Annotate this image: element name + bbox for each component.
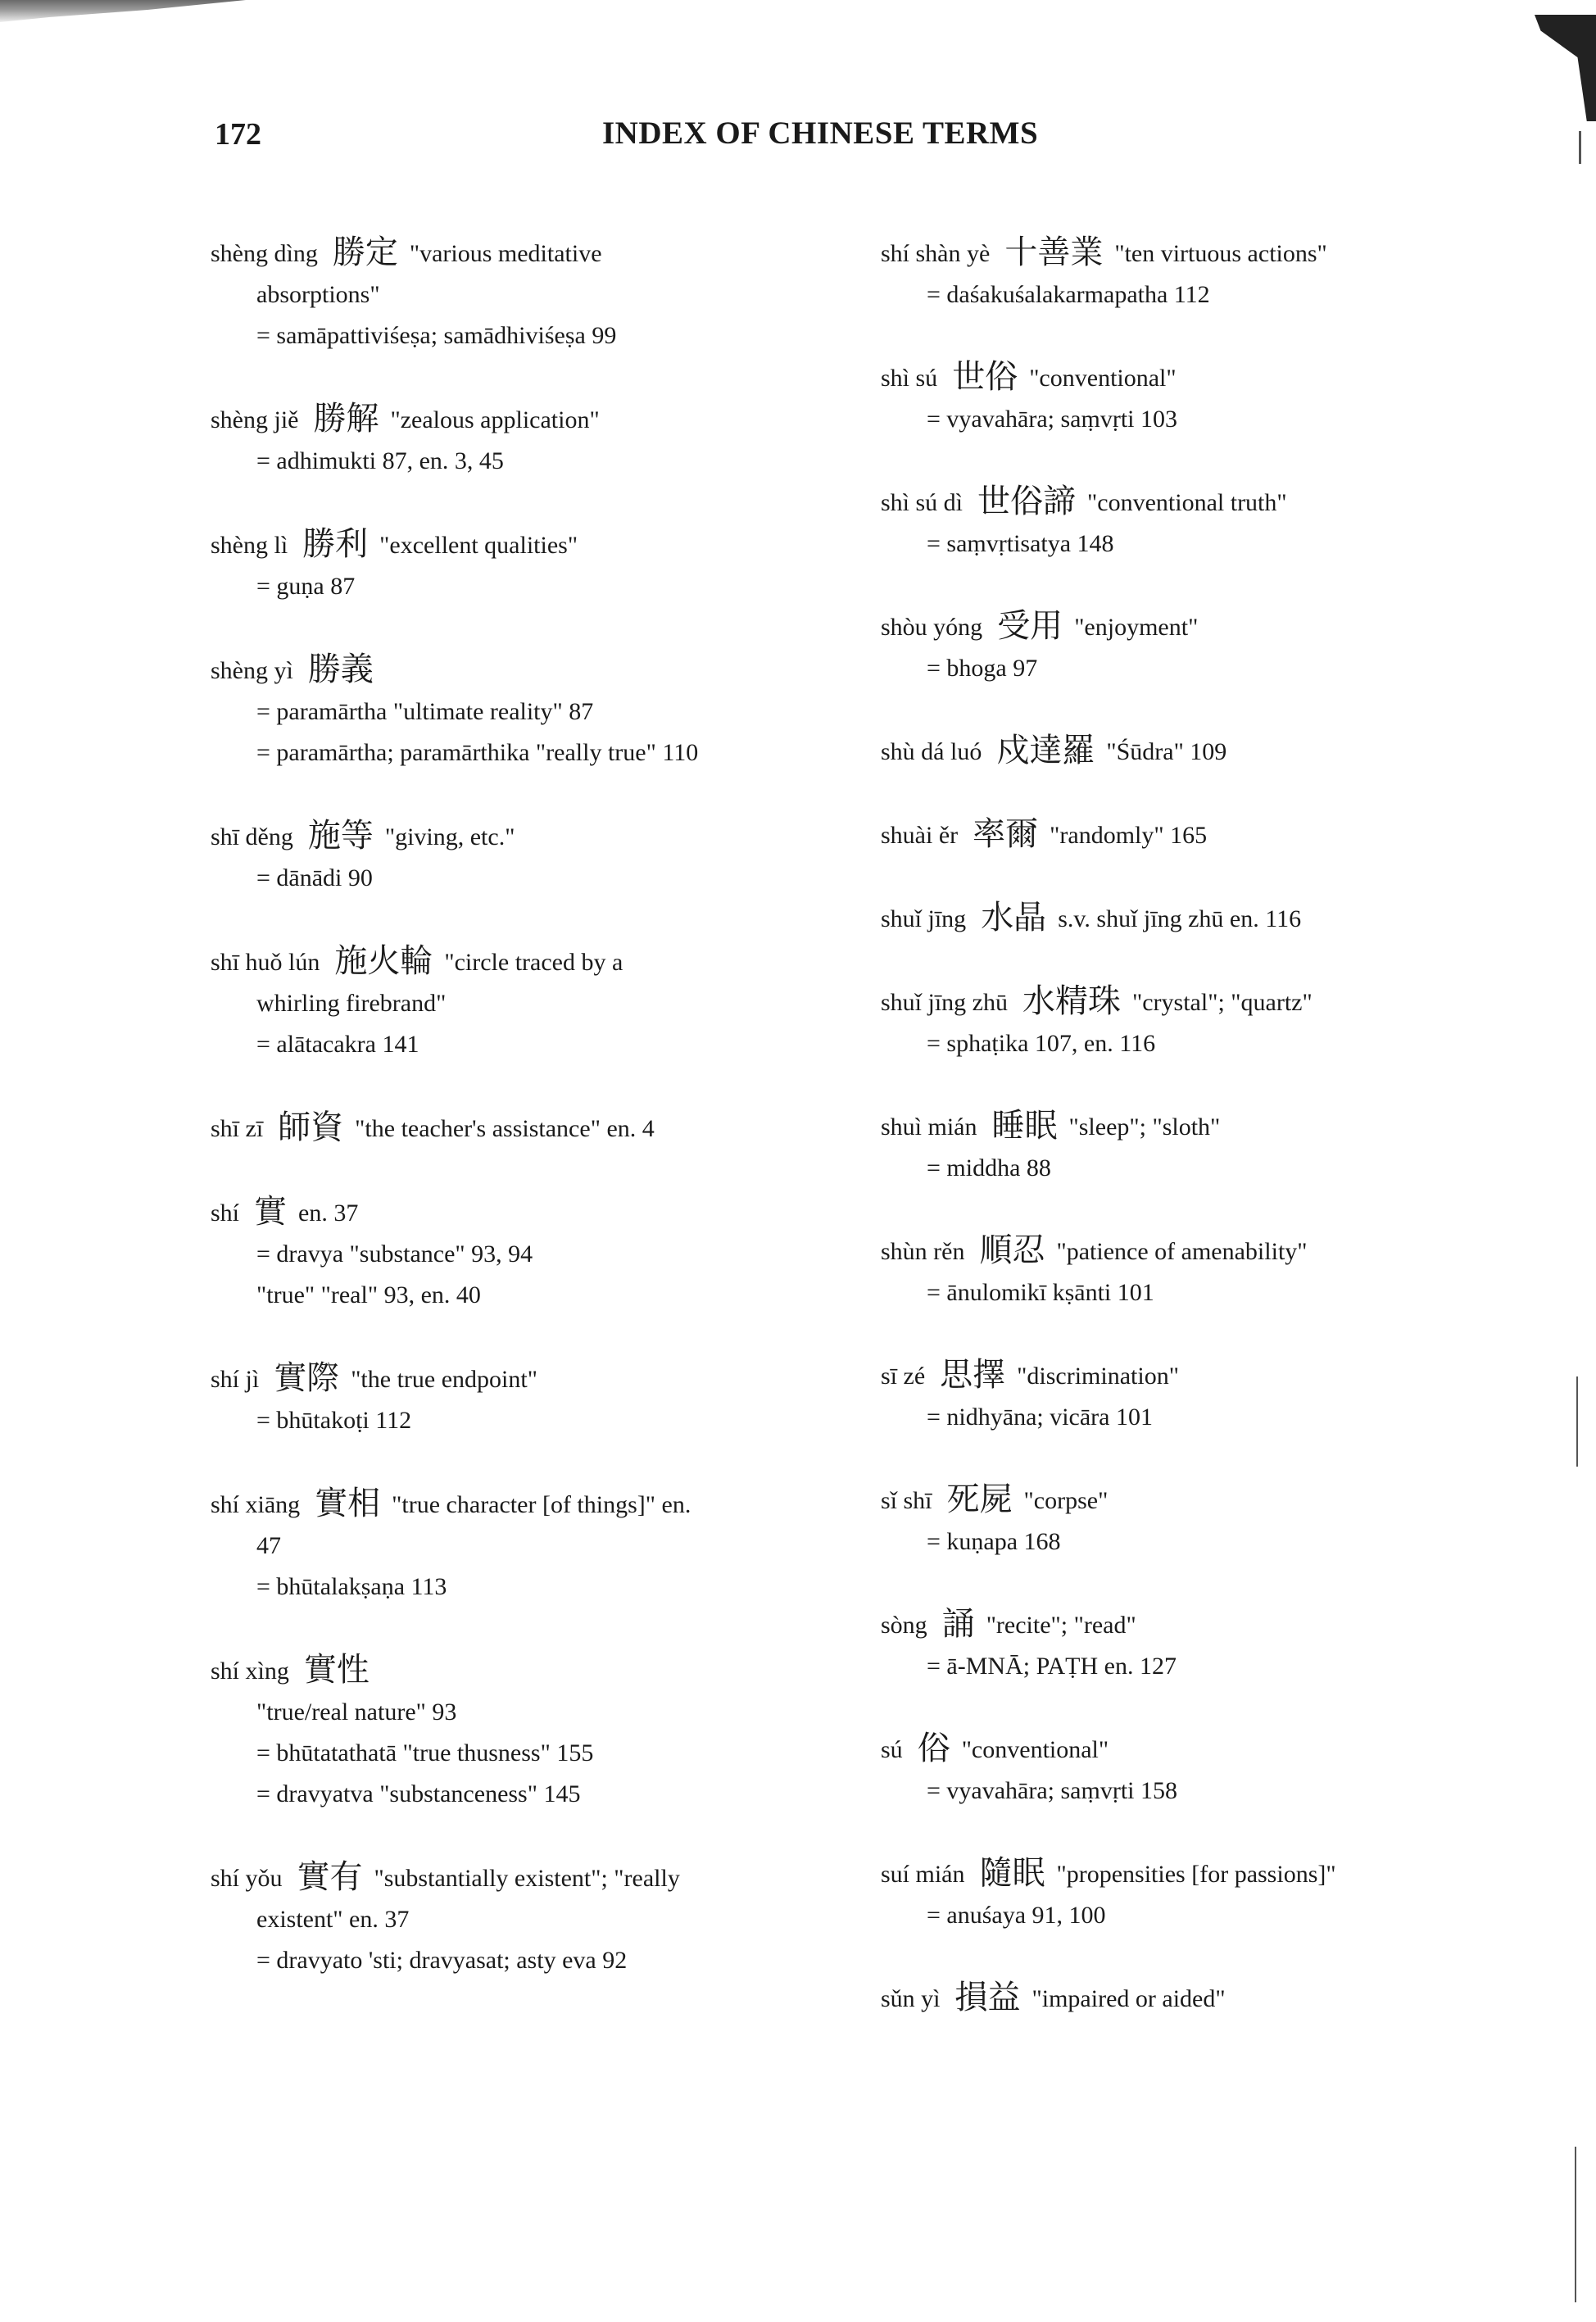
entry-pinyin: shì sú <box>881 365 938 392</box>
entry-hanzi: 實相 <box>315 1485 381 1522</box>
index-entry <box>881 1603 1503 1687</box>
entry-pinyin: shí yǒu <box>211 1865 283 1892</box>
entry-pinyin: shī huǒ lún <box>211 949 320 976</box>
entry-gloss: "circle traced by a <box>444 949 623 976</box>
entry-gloss: "crystal"; "quartz" <box>1132 989 1313 1016</box>
index-entry <box>881 814 1503 856</box>
entry-pinyin: sǔn yì <box>881 1985 941 2012</box>
entry-gloss: "conventional" <box>1029 365 1177 392</box>
entry-pinyin: shuì mián <box>881 1113 977 1141</box>
entry-subline: = dravya "substance" 93, 94 <box>256 1240 533 1268</box>
entry-gloss: "the true endpoint" <box>351 1366 537 1393</box>
entry-subline: = samāpattiviśeṣa; samādhiviśeṣa 99 <box>256 322 617 349</box>
entry-headword-line <box>211 232 833 274</box>
index-entry <box>881 730 1503 773</box>
page-edge-mark <box>1579 131 1581 164</box>
index-entry <box>211 232 833 356</box>
entry-gloss: "ten virtuous actions" <box>1114 240 1327 267</box>
index-entry <box>881 1728 1503 1812</box>
entry-subline: = dravyato 'sti; dravyasat; asty eva 92 <box>256 1947 628 1974</box>
entry-pinyin: shèng yì <box>211 657 293 684</box>
entry-subline: = anuśaya 91, 100 <box>927 1902 1106 1929</box>
entry-hanzi: 率爾 <box>973 815 1039 853</box>
entry-hanzi: 實性 <box>303 1651 370 1689</box>
entry-gloss: s.v. shuǐ jīng zhū en. 116 <box>1058 905 1302 932</box>
entry-subline: = bhoga 97 <box>927 655 1038 682</box>
entry-gloss: "the teacher's assistance" en. 4 <box>355 1115 655 1142</box>
entry-hanzi: 施火輪 <box>334 942 433 980</box>
entry-pinyin: shī zī <box>211 1115 264 1142</box>
entry-headword-line <box>211 1191 833 1234</box>
entry-hanzi: 實際 <box>274 1359 340 1397</box>
entry-subline: = middha 88 <box>927 1154 1051 1181</box>
entry-headword-line <box>211 941 833 983</box>
entry-pinyin: sú <box>881 1736 903 1763</box>
entry-pinyin: shí xiāng <box>211 1491 301 1518</box>
index-entry <box>881 356 1503 440</box>
entry-gloss: "Śūdra" 109 <box>1106 738 1227 765</box>
entry-subline: = ā-MNĀ; PAṬH en. 127 <box>927 1653 1177 1680</box>
index-entry <box>211 941 833 1065</box>
entry-gloss: "discrimination" <box>1017 1363 1179 1390</box>
entry-pinyin: shèng jiě <box>211 406 299 433</box>
entry-hanzi: 勝解 <box>313 400 379 438</box>
entry-subline: = ānulomikī kṣānti 101 <box>927 1279 1154 1306</box>
entry-hanzi: 施等 <box>307 817 374 855</box>
entry-subline: = sphaṭika 107, en. 116 <box>927 1030 1156 1057</box>
entry-hanzi: 順忍 <box>979 1231 1045 1269</box>
entry-hanzi: 死屍 <box>946 1481 1013 1518</box>
index-entry <box>881 232 1503 315</box>
entry-subline: whirling firebrand" <box>256 990 447 1017</box>
entry-headword-line <box>881 481 1503 524</box>
entry-subline: "true" "real" 93, en. 40 <box>256 1281 481 1308</box>
index-column-left <box>211 232 833 2023</box>
entry-hanzi: 十善業 <box>1004 234 1104 271</box>
index-entry <box>881 1479 1503 1562</box>
entry-subline: = dravyatva "substanceness" 145 <box>256 1780 581 1807</box>
entry-pinyin: suí mián <box>881 1861 965 1888</box>
index-entry <box>211 1358 833 1441</box>
entry-headword-line <box>881 897 1503 940</box>
entry-subline: = dānādi 90 <box>256 864 373 891</box>
entry-hanzi: 世俗 <box>952 358 1018 396</box>
entry-headword-line <box>211 649 833 692</box>
entry-gloss: "conventional" <box>961 1736 1109 1763</box>
entry-subline: = vyavahāra; saṃvṛti 158 <box>927 1777 1177 1804</box>
entry-pinyin: sǐ shī <box>881 1487 932 1514</box>
entry-headword-line <box>881 232 1503 274</box>
entry-subline: 47 <box>256 1532 281 1559</box>
index-entry <box>211 649 833 773</box>
entry-pinyin: shèng dìng <box>211 240 318 267</box>
entry-headword-line <box>211 398 833 441</box>
entry-pinyin: shuǐ jīng <box>881 905 967 932</box>
entry-headword-line <box>211 815 833 858</box>
entry-headword-line <box>881 981 1503 1023</box>
entry-headword-line <box>211 1107 833 1150</box>
scan-artifact-top-right <box>1535 15 1596 121</box>
entry-gloss: "patience of amenability" <box>1056 1238 1308 1265</box>
page-edge-mark <box>1576 1376 1578 1467</box>
entry-subline: = saṃvṛtisatya 148 <box>927 530 1114 557</box>
index-entry <box>211 398 833 482</box>
entry-pinyin: shì sú dì <box>881 489 963 516</box>
entry-subline: = bhūtatathatā "true thusness" 155 <box>256 1739 594 1766</box>
entry-headword-line <box>211 524 833 566</box>
entry-pinyin: shí xìng <box>211 1658 289 1685</box>
entry-pinyin: shí shàn yè <box>881 240 991 267</box>
entry-pinyin: shèng lì <box>211 532 288 559</box>
entry-hanzi: 勝義 <box>307 651 374 688</box>
entry-gloss: "sleep"; "sloth" <box>1068 1113 1221 1141</box>
entry-headword-line <box>881 1105 1503 1148</box>
entry-hanzi: 思擇 <box>940 1356 1006 1394</box>
entry-pinyin: sī zé <box>881 1363 926 1390</box>
entry-subline: "true/real nature" 93 <box>256 1698 457 1726</box>
entry-hanzi: 水晶 <box>981 899 1047 937</box>
entry-gloss: "zealous application" <box>390 406 600 433</box>
entry-subline: existent" en. 37 <box>256 1906 410 1933</box>
index-entry <box>881 1853 1503 1936</box>
entry-pinyin: shùn rěn <box>881 1238 965 1265</box>
entry-subline: = guṇa 87 <box>256 573 356 600</box>
index-entry <box>211 1107 833 1150</box>
index-entry <box>881 1105 1503 1189</box>
entry-headword-line <box>881 1230 1503 1272</box>
index-entry <box>881 481 1503 565</box>
index-entry <box>881 981 1503 1064</box>
entry-pinyin: shuǐ jīng zhū <box>881 989 1008 1016</box>
index-entry <box>881 897 1503 940</box>
entry-headword-line <box>881 605 1503 648</box>
entry-hanzi: 隨眠 <box>979 1854 1045 1892</box>
entry-headword-line <box>211 1649 833 1692</box>
index-entry <box>881 605 1503 689</box>
entry-gloss: "excellent qualities" <box>379 532 578 559</box>
entry-hanzi: 水精珠 <box>1022 982 1121 1020</box>
entry-headword-line <box>881 814 1503 856</box>
index-column-right <box>881 232 1503 2061</box>
entry-headword-line <box>881 1603 1503 1646</box>
entry-gloss: "propensities [for passions]" <box>1056 1861 1336 1888</box>
entry-subline: = paramārtha; paramārthika "really true" 110 <box>256 739 699 766</box>
index-entry <box>881 1230 1503 1313</box>
entry-gloss: "enjoyment" <box>1074 614 1199 641</box>
entry-pinyin: shí <box>211 1200 240 1227</box>
entry-headword-line <box>211 1358 833 1400</box>
entry-hanzi: 實 <box>254 1193 288 1231</box>
entry-subline: = vyavahāra; saṃvṛti 103 <box>927 406 1177 433</box>
entry-gloss: "substantially existent"; "really <box>374 1865 680 1892</box>
entry-pinyin: shù dá luó <box>881 738 982 765</box>
index-entry <box>881 1977 1503 2020</box>
scan-artifact-top-left <box>0 0 246 25</box>
entry-subline: absorptions" <box>256 281 380 308</box>
entry-gloss: "recite"; "read" <box>986 1612 1136 1639</box>
entry-headword-line <box>211 1483 833 1526</box>
entry-pinyin: shuài ěr <box>881 822 959 849</box>
entry-hanzi: 勝定 <box>332 234 398 271</box>
entry-hanzi: 損益 <box>954 1979 1021 2016</box>
index-entry <box>211 815 833 899</box>
index-entry <box>881 1354 1503 1438</box>
entry-headword-line <box>211 1857 833 1899</box>
entry-subline: = adhimukti 87, en. 3, 45 <box>256 447 504 474</box>
entry-headword-line <box>881 1977 1503 2020</box>
index-entry <box>211 1191 833 1316</box>
entry-gloss: "giving, etc." <box>384 823 515 850</box>
entry-gloss: "conventional truth" <box>1087 489 1287 516</box>
index-entry <box>211 1649 833 1815</box>
entry-hanzi: 俗 <box>917 1730 950 1767</box>
entry-gloss: "randomly" 165 <box>1050 822 1208 849</box>
entry-headword-line <box>881 1728 1503 1771</box>
entry-pinyin: shī děng <box>211 823 293 850</box>
entry-headword-line <box>881 730 1503 773</box>
index-entry <box>211 1483 833 1608</box>
entry-hanzi: 受用 <box>997 607 1063 645</box>
entry-gloss: en. 37 <box>298 1200 359 1227</box>
entry-pinyin: sòng <box>881 1612 927 1639</box>
index-entry <box>211 1857 833 1981</box>
entry-gloss: "various meditative <box>409 240 602 267</box>
entry-headword-line <box>881 1479 1503 1522</box>
entry-headword-line <box>881 1853 1503 1895</box>
entry-subline: = bhūtakoṭi 112 <box>256 1407 412 1434</box>
entry-gloss: "true character [of things]" en. <box>392 1491 691 1518</box>
entry-hanzi: 實有 <box>297 1858 363 1896</box>
entry-pinyin: shòu yóng <box>881 614 983 641</box>
page-edge-mark <box>1575 2147 1576 2302</box>
entry-hanzi: 誦 <box>941 1605 975 1643</box>
running-head: INDEX OF CHINESE TERMS <box>602 116 1039 151</box>
index-entry <box>211 524 833 607</box>
entry-subline: = bhūtalakṣaṇa 113 <box>256 1573 447 1600</box>
entry-headword-line <box>881 356 1503 399</box>
entry-hanzi: 師資 <box>278 1109 344 1146</box>
entry-gloss: "corpse" <box>1023 1487 1109 1514</box>
entry-gloss: "impaired or aided" <box>1032 1985 1226 2012</box>
entry-headword-line <box>881 1354 1503 1397</box>
entry-subline: = alātacakra 141 <box>256 1031 419 1058</box>
page-number: 172 <box>215 117 261 152</box>
entry-subline: = daśakuśalakarmapatha 112 <box>927 281 1210 308</box>
entry-hanzi: 戍達羅 <box>996 732 1095 769</box>
entry-hanzi: 勝利 <box>302 525 369 563</box>
entry-hanzi: 世俗諦 <box>977 483 1077 520</box>
entry-subline: = kuṇapa 168 <box>927 1528 1061 1555</box>
entry-subline: = nidhyāna; vicāra 101 <box>927 1404 1153 1431</box>
entry-subline: = paramārtha "ultimate reality" 87 <box>256 698 594 725</box>
entry-pinyin: shí jì <box>211 1366 260 1393</box>
entry-hanzi: 睡眠 <box>991 1107 1058 1145</box>
